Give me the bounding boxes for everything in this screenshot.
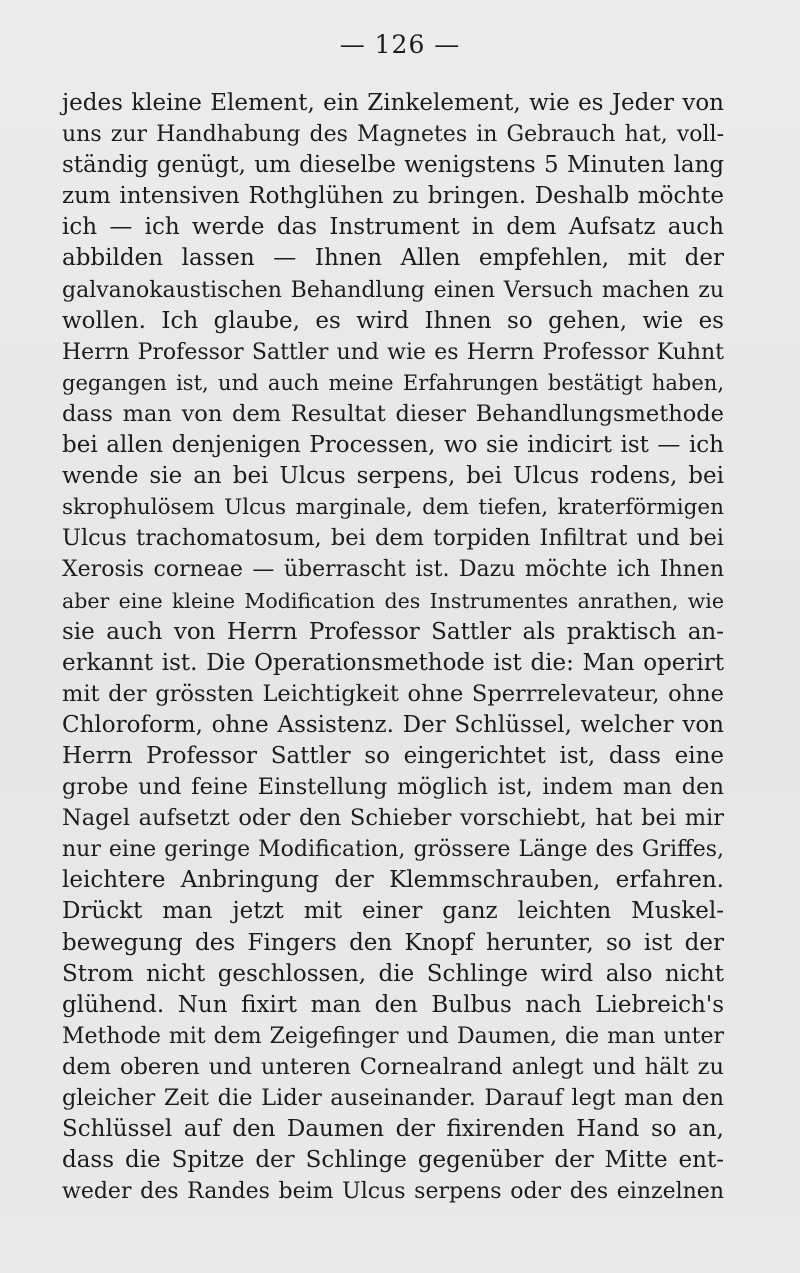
text-line: Chloroform, ohne Assistenz. Der Schlüssel, welcher von (62, 711, 724, 738)
text-line: skrophulösem Ulcus marginale, dem tiefen, kraterförmigen (62, 495, 724, 521)
text-line: Schlüssel auf den Daumen der fixirenden Hand so an, (62, 1116, 724, 1143)
page-number: — 126 — (339, 30, 461, 59)
text-line: uns zur Handhabung des Magnetes in Gebrauch hat, voll- (62, 122, 724, 148)
text-line: gleicher Zeit die Lider auseinander. Darauf legt man den (62, 1085, 724, 1111)
text-line: dass die Spitze der Schlinge gegenüber der Mitte ent- (62, 1147, 724, 1174)
text-line: wollen. Ich glaube, es wird Ihnen so gehen, wie es (62, 307, 724, 334)
text-line: jedes kleine Element, ein Zinkelement, wie es Jeder von (62, 90, 724, 116)
text-line: wende sie an bei Ulcus serpens, bei Ulcus rodens, bei (62, 463, 724, 490)
text-line: Ulcus trachomatosum, bei dem torpiden Infiltrat und bei (62, 525, 724, 552)
text-line: gegangen ist, und auch meine Erfahrungen bestätigt haben, (62, 370, 724, 395)
text-line: zum intensiven Rothglühen zu bringen. Deshalb möchte (62, 183, 724, 210)
text-line: nur eine geringe Modification, grössere Länge des Griffes, (62, 837, 724, 863)
text-line: abbilden lassen — Ihnen Allen empfehlen, mit der (62, 245, 724, 272)
text-line: ständig genügt, um dieselbe wenigstens 5 Minuten lang (62, 152, 725, 179)
text-line: dem oberen und unteren Cornealrand anlegt und hält zu (62, 1053, 724, 1080)
text-line: Nagel aufsetzt oder den Schieber vorschiebt, hat bei mir (62, 805, 724, 832)
text-line: dass man von dem Resultat dieser Behandlungsmethode (62, 400, 724, 427)
text-line: galvanokaustischen Behandlung einen Versuch machen zu (62, 277, 724, 303)
text-line: leichtere Anbringung der Klemmschrauben, erfahren. (62, 867, 724, 894)
text-line: Herrn Professor Sattler so eingerichtet ist, dass eine (62, 742, 724, 769)
text-line: Herrn Professor Sattler und wie es Herrn Professor Kuhnt (62, 339, 724, 365)
text-line: Xerosis corneae — überrascht ist. Dazu möchte ich Ihnen (62, 557, 724, 583)
text-line: weder des Randes beim Ulcus serpens oder des einzelnen (62, 1179, 724, 1205)
text-line: mit der grössten Leichtigkeit ohne Sperrrelevateur, ohne (62, 680, 724, 707)
text-line: Strom nicht geschlossen, die Schlinge wird also nicht (62, 960, 724, 987)
text-line: Drückt man jetzt mit einer ganz leichten Muskel- (62, 898, 724, 925)
text-line: sie auch von Herrn Professor Sattler als praktisch an- (62, 618, 724, 645)
text-line: bewegung des Fingers den Knopf herunter, so ist der (62, 929, 724, 956)
text-line: ich — ich werde das Instrument in dem Aufsatz auch (62, 214, 724, 241)
text-line: grobe und feine Einstellung möglich ist, indem man den (62, 774, 724, 801)
text-line: aber eine kleine Modification des Instrumentes anrathen, wie (62, 588, 724, 613)
text-line: glühend. Nun fixirt man den Bulbus nach Liebreich's (62, 991, 724, 1018)
text-line: erkannt ist. Die Operationsmethode ist die: Man operirt (62, 649, 724, 676)
text-line: Methode mit dem Zeigefinger und Daumen, die man unter (62, 1023, 724, 1049)
text-line: bei allen denjenigen Processen, wo sie indicirt ist — ich (62, 432, 724, 459)
body-text (62, 88, 724, 1207)
